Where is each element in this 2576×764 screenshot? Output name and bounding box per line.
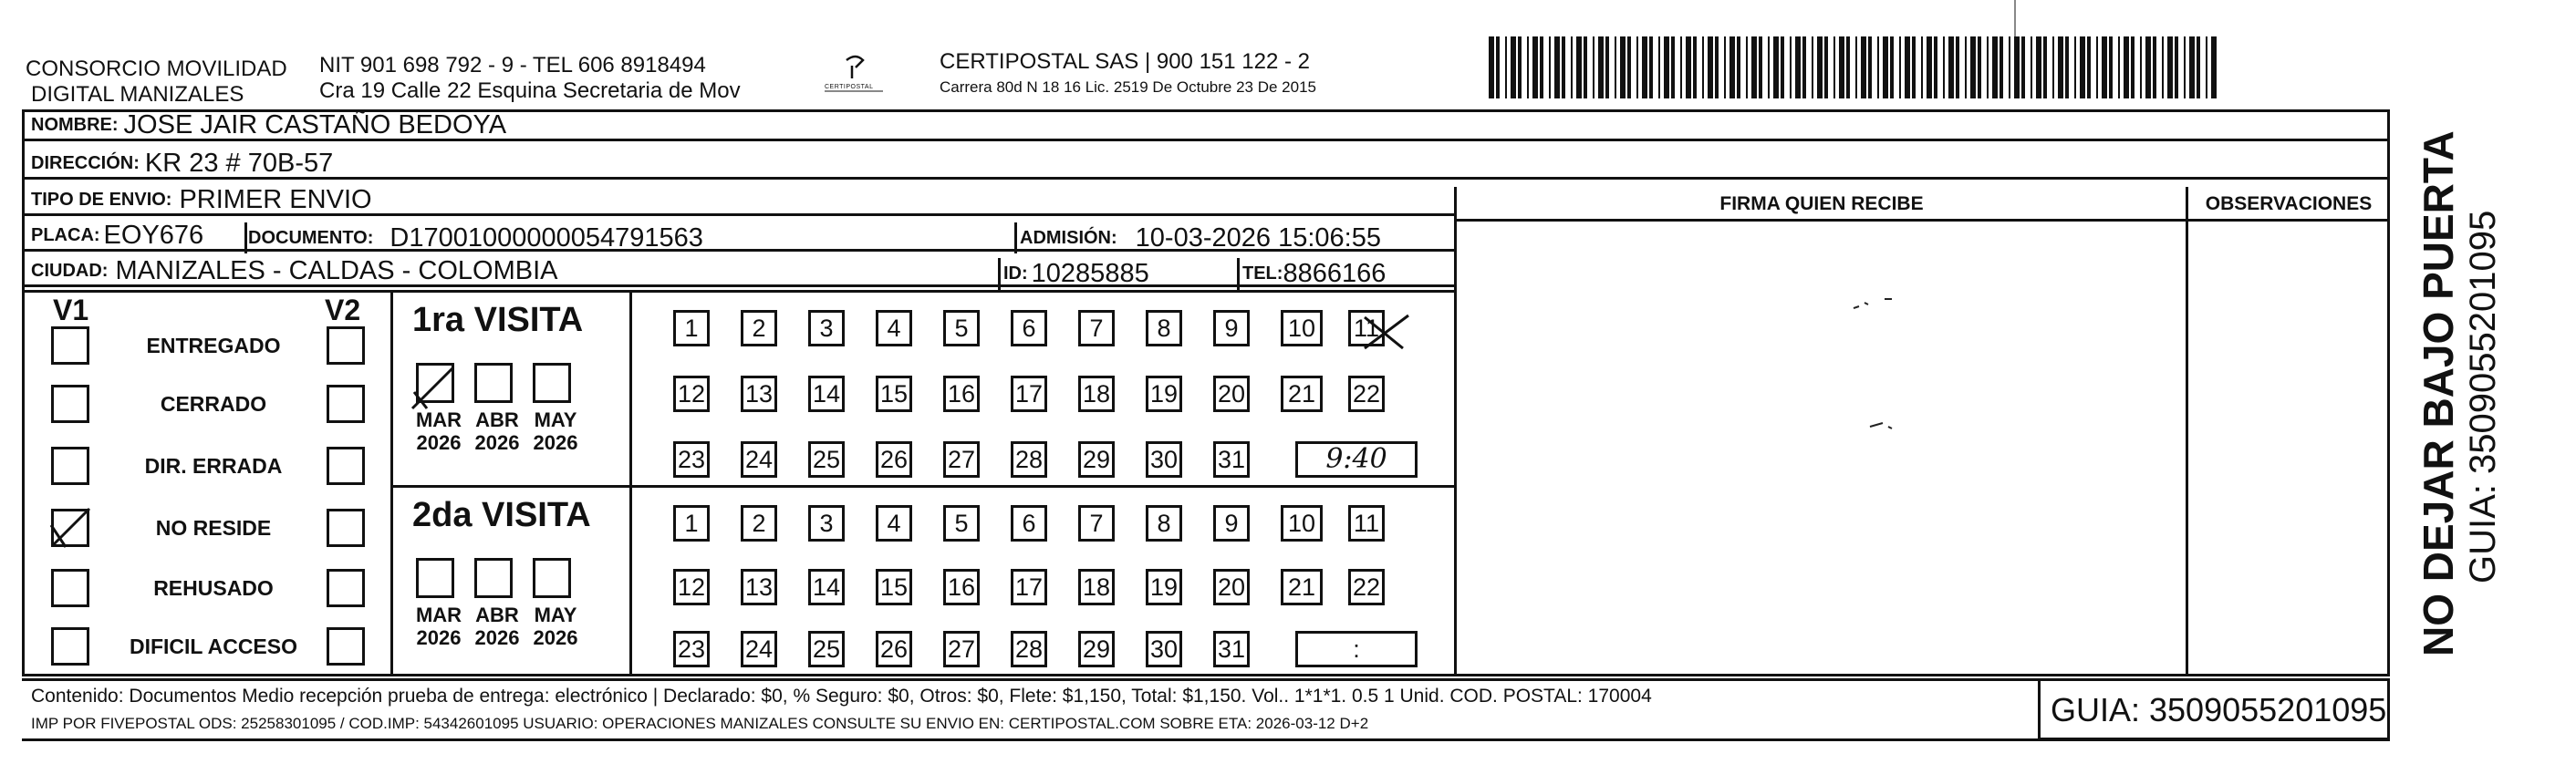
- barcode-bar: [1584, 36, 1587, 98]
- observaciones-area[interactable]: [2189, 222, 2388, 674]
- first-visit-day-box[interactable]: 27: [943, 441, 980, 478]
- v2-checkbox-no-reside[interactable]: [327, 509, 365, 547]
- second-visit-day-box[interactable]: 22: [1348, 569, 1385, 605]
- barcode-bar: [2043, 36, 2047, 98]
- barcode-bar: [1992, 36, 1998, 98]
- nombre-row: [24, 112, 2390, 141]
- first-visit-day-box[interactable]: 22: [1348, 376, 1385, 412]
- second-visit-day-box[interactable]: 18: [1078, 569, 1115, 605]
- direccion-row: [24, 150, 2390, 180]
- barcode-bar: [1883, 36, 1888, 98]
- contenido-text: Contenido: Documentos Medio recepción prueba de entrega: electrónico | Declarado: $0, % Seguro: $0, Otros: $0, Flete: $1,150, Total: $1,150. Vol.. 1*1*1. 0.5 1 Unid. COD. POSTAL: 170004: [31, 686, 1652, 707]
- barcode-bar: [1615, 36, 1616, 98]
- first-visit-day-box[interactable]: 4: [876, 310, 912, 346]
- barcode-bar: [1912, 36, 1916, 98]
- month-name: MAR: [415, 408, 462, 431]
- barcode-bar: [2184, 36, 2186, 98]
- admision-label: ADMISIÓN:: [1020, 227, 1117, 248]
- certipostal-logo: [821, 47, 887, 102]
- status-label-rehusado: REHUSADO: [153, 576, 274, 600]
- barcode-bar: [1680, 36, 1682, 98]
- barcode-bar: [1532, 36, 1538, 98]
- barcode-bar: [1781, 36, 1784, 98]
- barcode-bar: [2153, 36, 2156, 98]
- carrier-address: Carrera 80d N 18 16 Lic. 2519 De Octubre 23 De 2015: [940, 78, 1316, 96]
- month-name: ABR: [475, 604, 519, 626]
- second-visit-day-box[interactable]: 15: [876, 569, 912, 605]
- barcode-bar: [2102, 36, 2107, 98]
- barcode-bar: [2162, 36, 2164, 98]
- tel-label: TEL:: [1242, 263, 1283, 284]
- v2-checkbox-entregado[interactable]: [327, 326, 365, 365]
- second-visit-day-box[interactable]: 25: [808, 631, 845, 667]
- barcode-bar: [2211, 36, 2217, 98]
- month-year: 2026: [533, 431, 578, 454]
- barcode-bar: [2014, 36, 2020, 98]
- first-visit-day-box[interactable]: 7: [1078, 310, 1115, 346]
- barcode-bar: [2167, 36, 2173, 98]
- first-visit-day-box[interactable]: 31: [1213, 441, 1250, 478]
- second-visit-day-box[interactable]: 7: [1078, 505, 1115, 542]
- second-visit-day-box[interactable]: 21: [1281, 569, 1323, 605]
- first-visit-day-box[interactable]: 9: [1213, 310, 1250, 346]
- second-visit-day-box[interactable]: 13: [741, 569, 777, 605]
- first-visit-day-box[interactable]: 13: [741, 376, 777, 412]
- direccion-label: DIRECCIÓN:: [31, 153, 140, 173]
- month-name: MAY: [534, 408, 577, 431]
- barcode-bar: [2009, 36, 2010, 98]
- barcode-bar: [1812, 36, 1813, 98]
- tipo-envio-label: TIPO DE ENVIO:: [31, 190, 172, 210]
- second-visit-month-mar-checkbox[interactable]: [416, 558, 454, 598]
- barcode-bar: [1833, 36, 1835, 98]
- v2-checkbox-dificil-acceso[interactable]: [327, 627, 365, 666]
- first-visit-day-box[interactable]: 16: [943, 376, 980, 412]
- second-visit-day-box[interactable]: 31: [1213, 631, 1250, 667]
- barcode-bar: [1905, 36, 1910, 98]
- barcode-bar: [1664, 36, 1669, 98]
- sender-details: [319, 53, 741, 104]
- imp-text: IMP POR FIVEPOSTAL ODS: 25258301095 / COD.IMP: 54342601095 USUARIO: OPERACIONES MANIZALES CONSULTE SU ENVIO EN: CERTIPOSTAL.COM SOBRE ETA: 2026-03-12 D+2: [31, 715, 1369, 732]
- barcode-bar: [1861, 36, 1866, 98]
- barcode-bar: [1934, 36, 1937, 98]
- first-visit-day-box[interactable]: 10: [1281, 310, 1323, 346]
- firma-divider: [1454, 187, 1457, 676]
- barcode-bar: [1671, 36, 1675, 98]
- barcode-bar: [1899, 36, 1901, 98]
- firma-label: FIRMA QUIEN RECIBE: [1719, 193, 1924, 214]
- documento-field: [248, 224, 703, 252]
- barcode-bar: [2189, 36, 2195, 98]
- second-visit-day-box[interactable]: 17: [1011, 569, 1047, 605]
- first-visit-month-label: [409, 408, 469, 454]
- second-visit-title: 2da VISITA: [412, 496, 591, 534]
- first-visit-day-box[interactable]: 6: [1011, 310, 1047, 346]
- barcode-bar: [1605, 36, 1609, 98]
- first-visit-time-box[interactable]: 9:40: [1295, 441, 1418, 478]
- ciudad-label: CIUDAD:: [31, 261, 109, 281]
- barcode-bar: [1970, 36, 1976, 98]
- first-visit-day-box[interactable]: 23: [673, 441, 710, 478]
- first-visit-day-box[interactable]: 25: [808, 441, 845, 478]
- first-visit-day-box[interactable]: 20: [1213, 376, 1250, 412]
- first-visit-day-box[interactable]: 24: [741, 441, 777, 478]
- barcode-bar: [1518, 36, 1522, 98]
- no-reside-checkmark: [47, 503, 99, 551]
- barcode-bar: [1505, 36, 1507, 98]
- month-name: ABR: [475, 408, 519, 431]
- second-visit-day-box[interactable]: 28: [1011, 631, 1047, 667]
- first-visit-day-box[interactable]: 12: [673, 376, 710, 412]
- barcode-bar: [1802, 36, 1806, 98]
- month-year: 2026: [474, 431, 520, 454]
- status-label-cerrado: CERRADO: [160, 392, 267, 416]
- v2-checkbox-dir-errada[interactable]: [327, 447, 365, 485]
- sender-name-line2: DIGITAL MANIZALES: [31, 82, 244, 107]
- barcode-bar: [2145, 36, 2151, 98]
- signature-area[interactable]: [1459, 222, 2184, 674]
- barcode-bar: [1724, 36, 1726, 98]
- sender-address: Cra 19 Calle 22 Esquina Secretaria de Mov: [319, 78, 741, 103]
- barcode-bar: [1636, 36, 1638, 98]
- second-visit-day-box[interactable]: 10: [1281, 505, 1323, 542]
- certipostal-logo-text: CERTIPOSTAL: [825, 84, 874, 90]
- barcode-bar: [1921, 36, 1923, 98]
- first-visit-title: 1ra VISITA: [412, 301, 584, 339]
- second-visit-day-box[interactable]: 6: [1011, 505, 1047, 542]
- barcode-bar: [2109, 36, 2113, 98]
- barcode-bar: [1540, 36, 1543, 98]
- status-label-dir-errada: DIR. ERRADA: [144, 454, 283, 478]
- barcode-bar: [1855, 36, 1857, 98]
- first-visit-day-box[interactable]: 8: [1146, 310, 1182, 346]
- admision-value: 10-03-2026 15:06:55: [1135, 222, 1381, 253]
- first-visit-month-may-checkbox[interactable]: [533, 363, 571, 403]
- status-label-no-reside: NO RESIDE: [155, 516, 272, 540]
- first-visit-day-box[interactable]: 26: [876, 441, 912, 478]
- barcode-bar: [2052, 36, 2054, 98]
- barcode-bar: [1708, 36, 1713, 98]
- barcode-bar: [1956, 36, 1959, 98]
- id-label: ID:: [1003, 263, 1028, 284]
- month-year: 2026: [533, 626, 578, 649]
- barcode-bar: [2140, 36, 2142, 98]
- second-visit-day-box[interactable]: 30: [1146, 631, 1182, 667]
- nombre-value: JOSE JAIR CASTAÑO BEDOYA: [123, 110, 507, 139]
- first-visit-day-box[interactable]: 15: [876, 376, 912, 412]
- barcode-bar: [1562, 36, 1565, 98]
- barcode-bar: [1496, 36, 1500, 98]
- tel-field: [1242, 260, 1386, 287]
- barcode-bar: [1768, 36, 1770, 98]
- month-year: 2026: [416, 626, 462, 649]
- barcode-bar: [1978, 36, 1981, 98]
- first-visit-day-box[interactable]: 29: [1078, 441, 1115, 478]
- second-visit-day-box[interactable]: 27: [943, 631, 980, 667]
- barcode-bar: [2087, 36, 2091, 98]
- barcode-bar: [2131, 36, 2135, 98]
- barcode-bar: [1790, 36, 1792, 98]
- first-visit-day-box[interactable]: 11: [1348, 310, 1385, 346]
- barcode-bar: [2096, 36, 2098, 98]
- id-field: [1003, 260, 1149, 287]
- second-visit-day-box[interactable]: 11: [1348, 505, 1385, 542]
- documento-label: DOCUMENTO:: [248, 227, 374, 248]
- barcode-bar: [1839, 36, 1844, 98]
- barcode-bar: [2021, 36, 2025, 98]
- first-visit-day-box[interactable]: 30: [1146, 441, 1182, 478]
- observaciones-label: OBSERVACIONES: [2205, 193, 2373, 214]
- barcode-bar: [2175, 36, 2178, 98]
- second-visit-day-box[interactable]: 20: [1213, 569, 1250, 605]
- barcode-bar: [1571, 36, 1573, 98]
- barcode-bar: [1627, 36, 1631, 98]
- second-visit-month-abr-checkbox[interactable]: [474, 558, 513, 598]
- observaciones-divider: [2186, 187, 2188, 676]
- v1-checkbox-cerrado[interactable]: [51, 385, 89, 423]
- barcode-bar: [1773, 36, 1779, 98]
- first-visit-month-label: [525, 408, 586, 454]
- barcode-bar: [1693, 36, 1697, 98]
- signature-marks: [1852, 290, 1934, 436]
- placa-value: EOY676: [103, 221, 204, 250]
- month-year: 2026: [416, 431, 462, 454]
- second-visit-day-box[interactable]: 24: [741, 631, 777, 667]
- barcode-bar: [1554, 36, 1560, 98]
- barcode-bar: [1729, 36, 1735, 98]
- side-warning: NO DEJAR BAJO PUERTA: [2415, 130, 2462, 656]
- second-visit-day-box[interactable]: 23: [673, 631, 710, 667]
- barcode-bar: [1489, 36, 1494, 98]
- barcode-bar: [1715, 36, 1719, 98]
- barcode-bar: [2031, 36, 2032, 98]
- ciudad-row: [24, 258, 1456, 287]
- sender-nit: NIT 901 698 792 - 9 - TEL 606 8918494: [319, 53, 706, 77]
- first-visit-month-abr-checkbox[interactable]: [474, 363, 513, 403]
- barcode-bar: [1649, 36, 1653, 98]
- barcode-bar: [1511, 36, 1516, 98]
- barcode-bar: [2074, 36, 2076, 98]
- second-visit-day-box[interactable]: 3: [808, 505, 845, 542]
- certipostal-logo-icon: [821, 47, 887, 102]
- barcode-bar: [1576, 36, 1582, 98]
- barcode-bar: [2118, 36, 2120, 98]
- second-visit-day-box[interactable]: 14: [808, 569, 845, 605]
- status-label-dificil-acceso: DIFICIL ACCESO: [129, 635, 297, 658]
- barcode-bar: [1817, 36, 1823, 98]
- barcode-bar: [1759, 36, 1762, 98]
- barcode-bar: [1927, 36, 1932, 98]
- barcode-bar: [1549, 36, 1551, 98]
- first-visit-day-box[interactable]: 3: [808, 310, 845, 346]
- barcode-bar: [1593, 36, 1594, 98]
- first-visit-day-box[interactable]: 21: [1281, 376, 1323, 412]
- month-year: 2026: [474, 626, 520, 649]
- first-visit-checkmark: [407, 365, 458, 414]
- carrier-info: [940, 49, 1316, 100]
- barcode-bar: [2058, 36, 2063, 98]
- second-visit-month-label: [467, 604, 527, 649]
- second-visit-day-box[interactable]: 4: [876, 505, 912, 542]
- v2-checkbox-rehusado[interactable]: [327, 569, 365, 607]
- first-visit-day-box[interactable]: 28: [1011, 441, 1047, 478]
- barcode-bar: [1620, 36, 1626, 98]
- barcode-bar: [1868, 36, 1872, 98]
- barcode-bar: [1737, 36, 1740, 98]
- barcode-bar: [1948, 36, 1954, 98]
- barcode-bar: [2036, 36, 2041, 98]
- barcode-bar: [1877, 36, 1879, 98]
- status-label-entregado: ENTREGADO: [146, 334, 281, 357]
- id-value: 10285885: [1031, 258, 1149, 288]
- second-visit-day-box[interactable]: 9: [1213, 505, 1250, 542]
- barcode-bar: [1598, 36, 1604, 98]
- nombre-label: NOMBRE:: [31, 115, 119, 135]
- day-11-crossmark: [1359, 308, 1414, 356]
- v1-checkbox-rehusado[interactable]: [51, 569, 89, 607]
- barcode-bar: [1795, 36, 1801, 98]
- barcode-bar: [1965, 36, 1967, 98]
- month-name: MAY: [534, 604, 577, 626]
- barcode-bar: [1890, 36, 1894, 98]
- second-visit-day-box[interactable]: 12: [673, 569, 710, 605]
- barcode: [1489, 36, 2218, 98]
- first-visit-day-box[interactable]: 1: [673, 310, 710, 346]
- placa-label: PLACA:: [31, 225, 100, 245]
- scan-mark: [2014, 0, 2016, 36]
- second-visit-day-box[interactable]: 8: [1146, 505, 1182, 542]
- barcode-bar: [1987, 36, 1989, 98]
- v1-checkbox-dir-errada[interactable]: [51, 447, 89, 485]
- documento-value: D17001000000054791563: [390, 222, 703, 253]
- ciudad-value: MANIZALES - CALDAS - COLOMBIA: [115, 256, 558, 285]
- second-visit-day-box[interactable]: 5: [943, 505, 980, 542]
- barcode-bar: [1686, 36, 1691, 98]
- v1-heading: V1: [53, 294, 89, 326]
- barcode-bar: [2124, 36, 2129, 98]
- barcode-bar: [2065, 36, 2069, 98]
- tipo-envio-value: PRIMER ENVIO: [179, 185, 372, 214]
- direccion-value: KR 23 # 70B-57: [144, 149, 334, 178]
- side-guia: GUIA: 3509055201095: [2463, 210, 2503, 583]
- barcode-bar: [2197, 36, 2200, 98]
- month-name: MAR: [415, 604, 462, 626]
- first-visit-day-box[interactable]: 2: [741, 310, 777, 346]
- barcode-bar: [2206, 36, 2207, 98]
- second-visit-day-box[interactable]: 19: [1146, 569, 1182, 605]
- second-visit-month-may-checkbox[interactable]: [533, 558, 571, 598]
- barcode-bar: [1943, 36, 1945, 98]
- second-visit-day-box[interactable]: 29: [1078, 631, 1115, 667]
- barcode-bar: [2000, 36, 2003, 98]
- footer-guia: GUIA: 3509055201095: [2051, 691, 2387, 728]
- first-visit-month-label: [467, 408, 527, 454]
- barcode-bar: [1702, 36, 1704, 98]
- sender-name: [26, 57, 287, 108]
- second-visit-time-box[interactable]: :: [1295, 631, 1418, 667]
- admision-field: [1020, 224, 1381, 252]
- first-visit-day-box[interactable]: 19: [1146, 376, 1182, 412]
- second-visit-day-box[interactable]: 26: [876, 631, 912, 667]
- second-visit-month-label: [409, 604, 469, 649]
- v1-checkbox-dificil-acceso[interactable]: [51, 627, 89, 666]
- carrier-name: CERTIPOSTAL SAS | 900 151 122 - 2: [940, 49, 1310, 74]
- barcode-bar: [1746, 36, 1748, 98]
- first-visit-day-box[interactable]: 17: [1011, 376, 1047, 412]
- barcode-bar: [1527, 36, 1529, 98]
- tipo-envio-row: [24, 187, 1456, 216]
- v2-checkbox-cerrado[interactable]: [327, 385, 365, 423]
- barcode-bar: [1846, 36, 1850, 98]
- barcode-bar: [1658, 36, 1660, 98]
- barcode-bar: [1751, 36, 1757, 98]
- second-visit-day-box[interactable]: 16: [943, 569, 980, 605]
- second-visit-day-box[interactable]: 1: [673, 505, 710, 542]
- barcode-bar: [1642, 36, 1647, 98]
- v1-checkbox-entregado[interactable]: [51, 326, 89, 365]
- v2-heading: V2: [325, 294, 361, 326]
- first-visit-day-box[interactable]: 18: [1078, 376, 1115, 412]
- barcode-bar: [2080, 36, 2085, 98]
- sender-name-line1: CONSORCIO MOVILIDAD: [26, 57, 287, 81]
- first-visit-day-box[interactable]: 5: [943, 310, 980, 346]
- second-visit-month-label: [525, 604, 586, 649]
- second-visit-day-box[interactable]: 2: [741, 505, 777, 542]
- tel-value: 8866166: [1283, 258, 1387, 288]
- first-visit-day-box[interactable]: 14: [808, 376, 845, 412]
- barcode-bar: [1824, 36, 1828, 98]
